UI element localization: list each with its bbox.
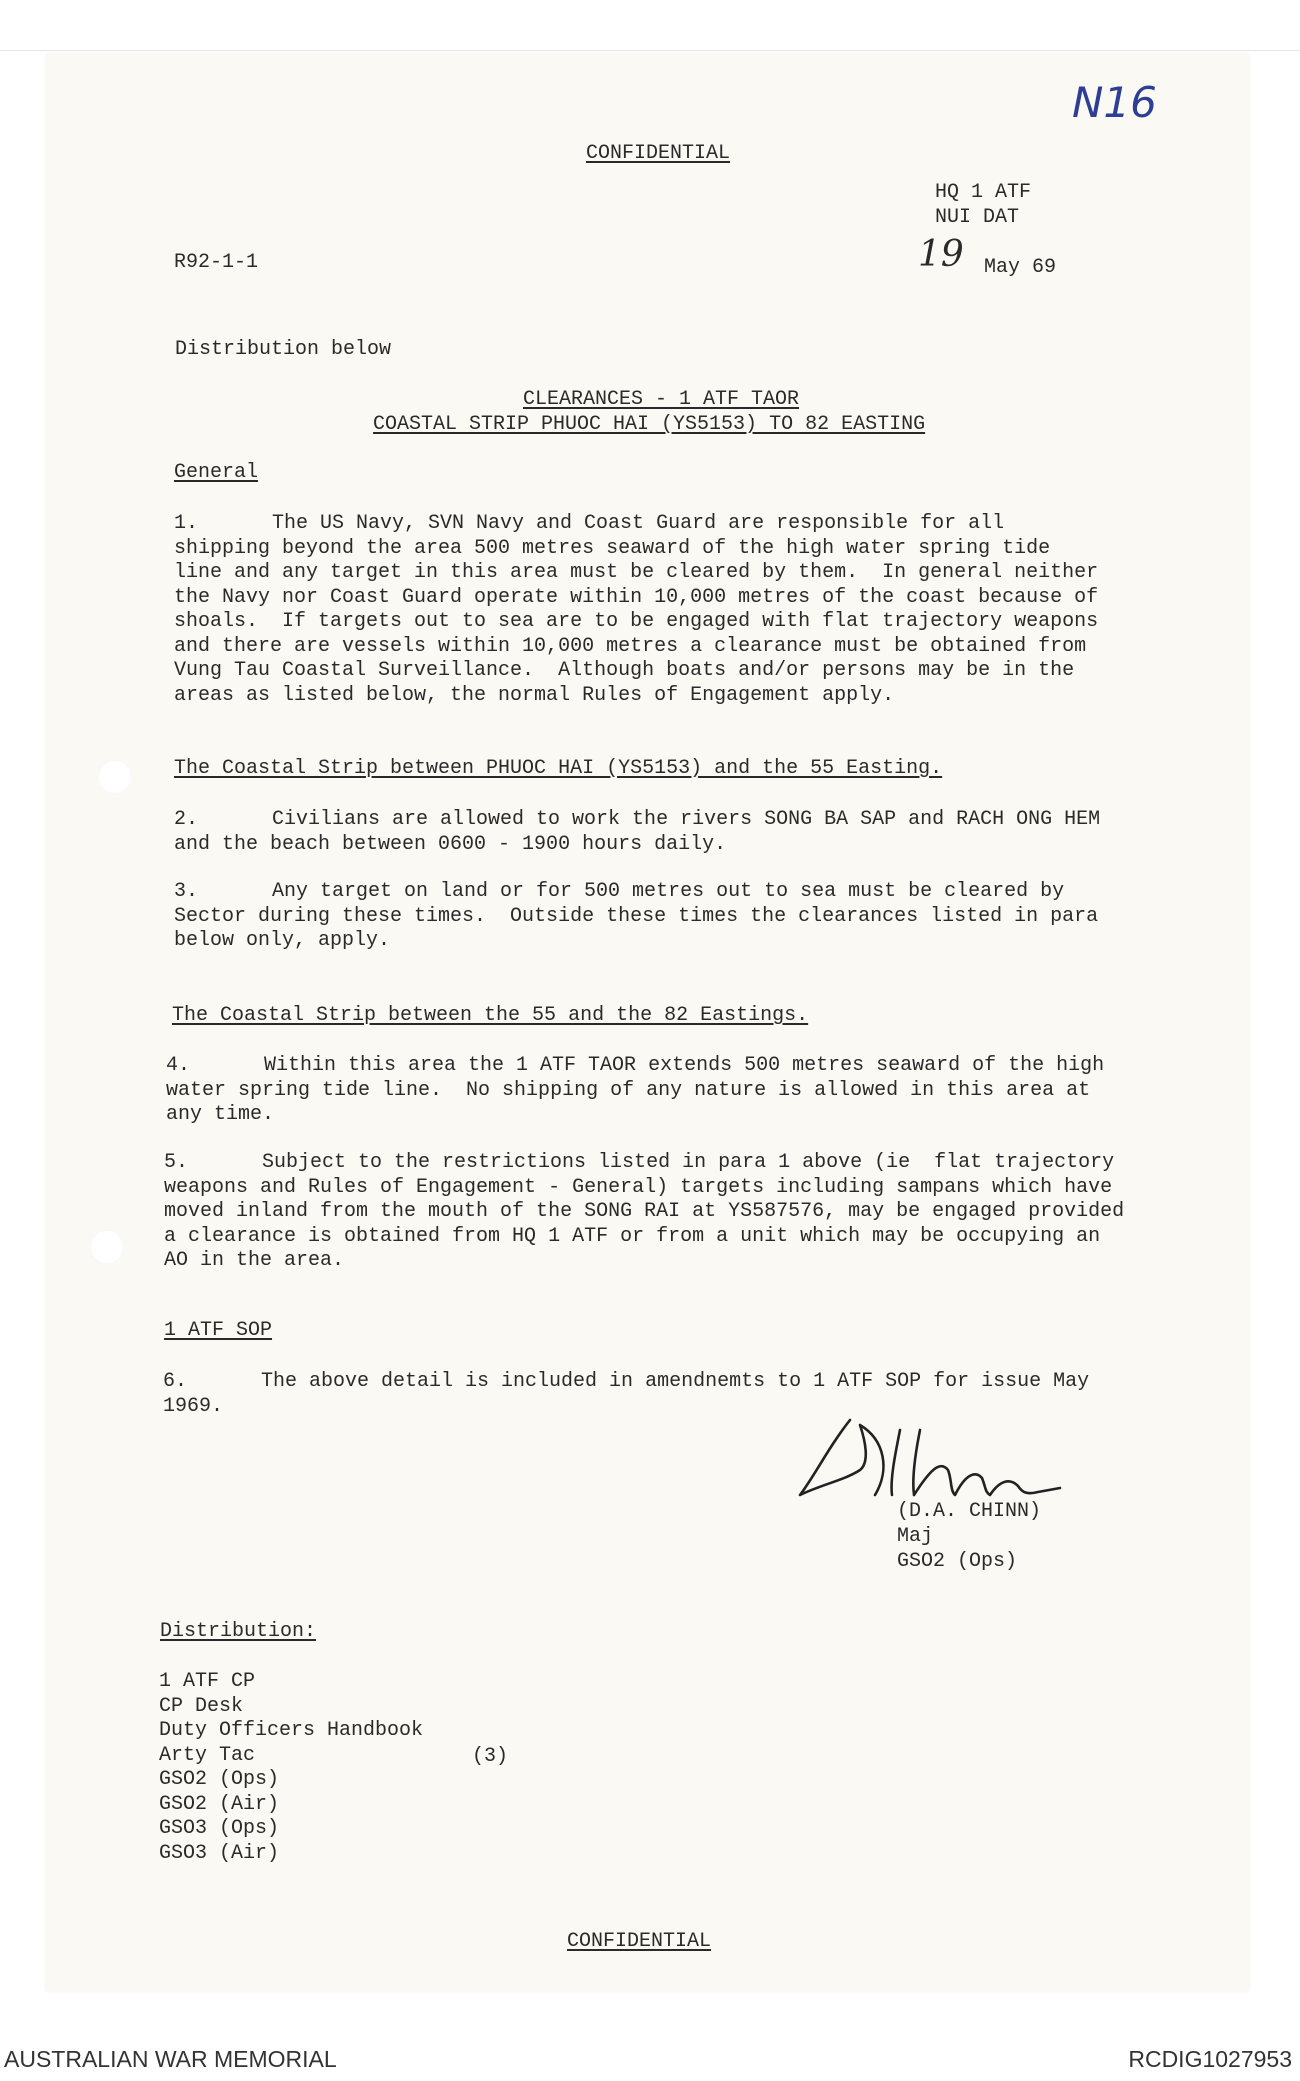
list-item: GSO3 (Air) bbox=[159, 1841, 280, 1865]
paragraph-number: 4. bbox=[166, 1054, 191, 1077]
paragraph-number: 1. bbox=[174, 512, 199, 535]
title-line-2: COASTAL STRIP PHUOC HAI (YS5153) TO 82 EASTING bbox=[373, 413, 926, 436]
paragraph-number: 3. bbox=[174, 880, 199, 903]
classification-bottom: CONFIDENTIAL bbox=[567, 1930, 712, 1953]
paragraph-number: 6. bbox=[163, 1370, 188, 1393]
handwritten-reference: N16 bbox=[1072, 78, 1157, 127]
list-item: GSO2 (Ops) bbox=[159, 1768, 280, 1791]
signatory-rank: Maj bbox=[897, 1525, 934, 1548]
date-day-handwritten: 19 bbox=[918, 234, 964, 275]
section-heading-sop: 1 ATF SOP bbox=[164, 1319, 273, 1342]
section-heading-strip-82: The Coastal Strip between the 55 and the 82 Eastings. bbox=[172, 1004, 809, 1027]
copies-note: (3) bbox=[472, 1745, 509, 1768]
signatory-appointment: GSO2 (Ops) bbox=[897, 1550, 1018, 1573]
paragraph-6: 6. The above detail is included in amendnemts to 1 ATF SOP for issue May 1969. bbox=[163, 1370, 1090, 1418]
paragraph-2: 2. Civilians are allowed to work the rivers SONG BA SAP and RACH ONG HEM and the beach between 0600 - 1900 hours daily. bbox=[174, 808, 1101, 856]
paragraph-4: 4. Within this area the 1 ATF TAOR extends 500 metres seaward of the high water spring tide line. No shipping of any nature is allowed in this area at any time. bbox=[166, 1054, 1105, 1126]
punch-hole-upper bbox=[98, 760, 132, 794]
file-reference: R92-1-1 bbox=[174, 251, 259, 274]
signature-image bbox=[790, 1400, 1080, 1510]
signatory-name: (D.A. CHINN) bbox=[897, 1500, 1042, 1523]
paragraph-3: 3. Any target on land or for 500 metres out to sea must be cleared by Sector during these times. Outside these times the clearances listed in para below only, apply. bbox=[174, 880, 1099, 952]
distribution-below: Distribution below bbox=[175, 338, 392, 361]
list-item: GSO2 (Air) bbox=[159, 1792, 280, 1816]
list-item: 1 ATF CP bbox=[159, 1670, 256, 1693]
paragraph-1: 1. The US Navy, SVN Navy and Coast Guard are responsible for all shipping beyond the area 500 metres seaward of the high water spring tide line and any target in this area must be cleared by them. In general neither the Navy nor Coast Guard operate within 10,000 metres of the coast because of shoals. If targets out to sea are to be engaged with flat trajectory weapons and there are vessels within 10,000 metres a clearance must be obtained from Vung Tau Coastal Surveillance. Although boats and/or persons may be in the areas as listed below, the normal Rules of Engagement apply. bbox=[174, 512, 1099, 707]
paragraph-number: 5. bbox=[164, 1151, 189, 1174]
footer-institution: AUSTRALIAN WAR MEMORIAL bbox=[4, 2046, 337, 2072]
date-month-year: May 69 bbox=[984, 256, 1057, 279]
distribution-heading: Distribution: bbox=[160, 1620, 317, 1643]
section-heading-strip-55: The Coastal Strip between PHUOC HAI (YS5153) and the 55 Easting. bbox=[174, 757, 943, 780]
list-item: Duty Officers Handbook bbox=[159, 1719, 424, 1742]
list-item: GSO3 (Ops) bbox=[159, 1817, 280, 1840]
punch-hole-lower bbox=[90, 1230, 124, 1264]
footer-item-id: RCDIG1027953 bbox=[1128, 2046, 1292, 2072]
list-item: CP Desk bbox=[159, 1694, 244, 1718]
classification-top: CONFIDENTIAL bbox=[586, 142, 731, 165]
list-item: Arty Tac bbox=[159, 1743, 256, 1767]
section-heading-general: General bbox=[174, 461, 259, 484]
paragraph-number: 2. bbox=[174, 808, 199, 831]
hq-line: HQ 1 ATF bbox=[935, 181, 1032, 204]
location-line: NUI DAT bbox=[935, 206, 1020, 229]
paragraph-5: 5. Subject to the restrictions listed in para 1 above (ie flat trajectory weapons and Rules of Engagement - General) targets including sampans which have moved inland from the mouth of the SONG RAI at YS587576, may be engaged provided a clearance is obtained from HQ 1 ATF or from a unit which may be occupying an AO in the area. bbox=[164, 1151, 1125, 1272]
scan-top-edge bbox=[0, 50, 1300, 51]
title-line-1: CLEARANCES - 1 ATF TAOR bbox=[523, 388, 800, 411]
distribution-list bbox=[159, 1670, 423, 1866]
